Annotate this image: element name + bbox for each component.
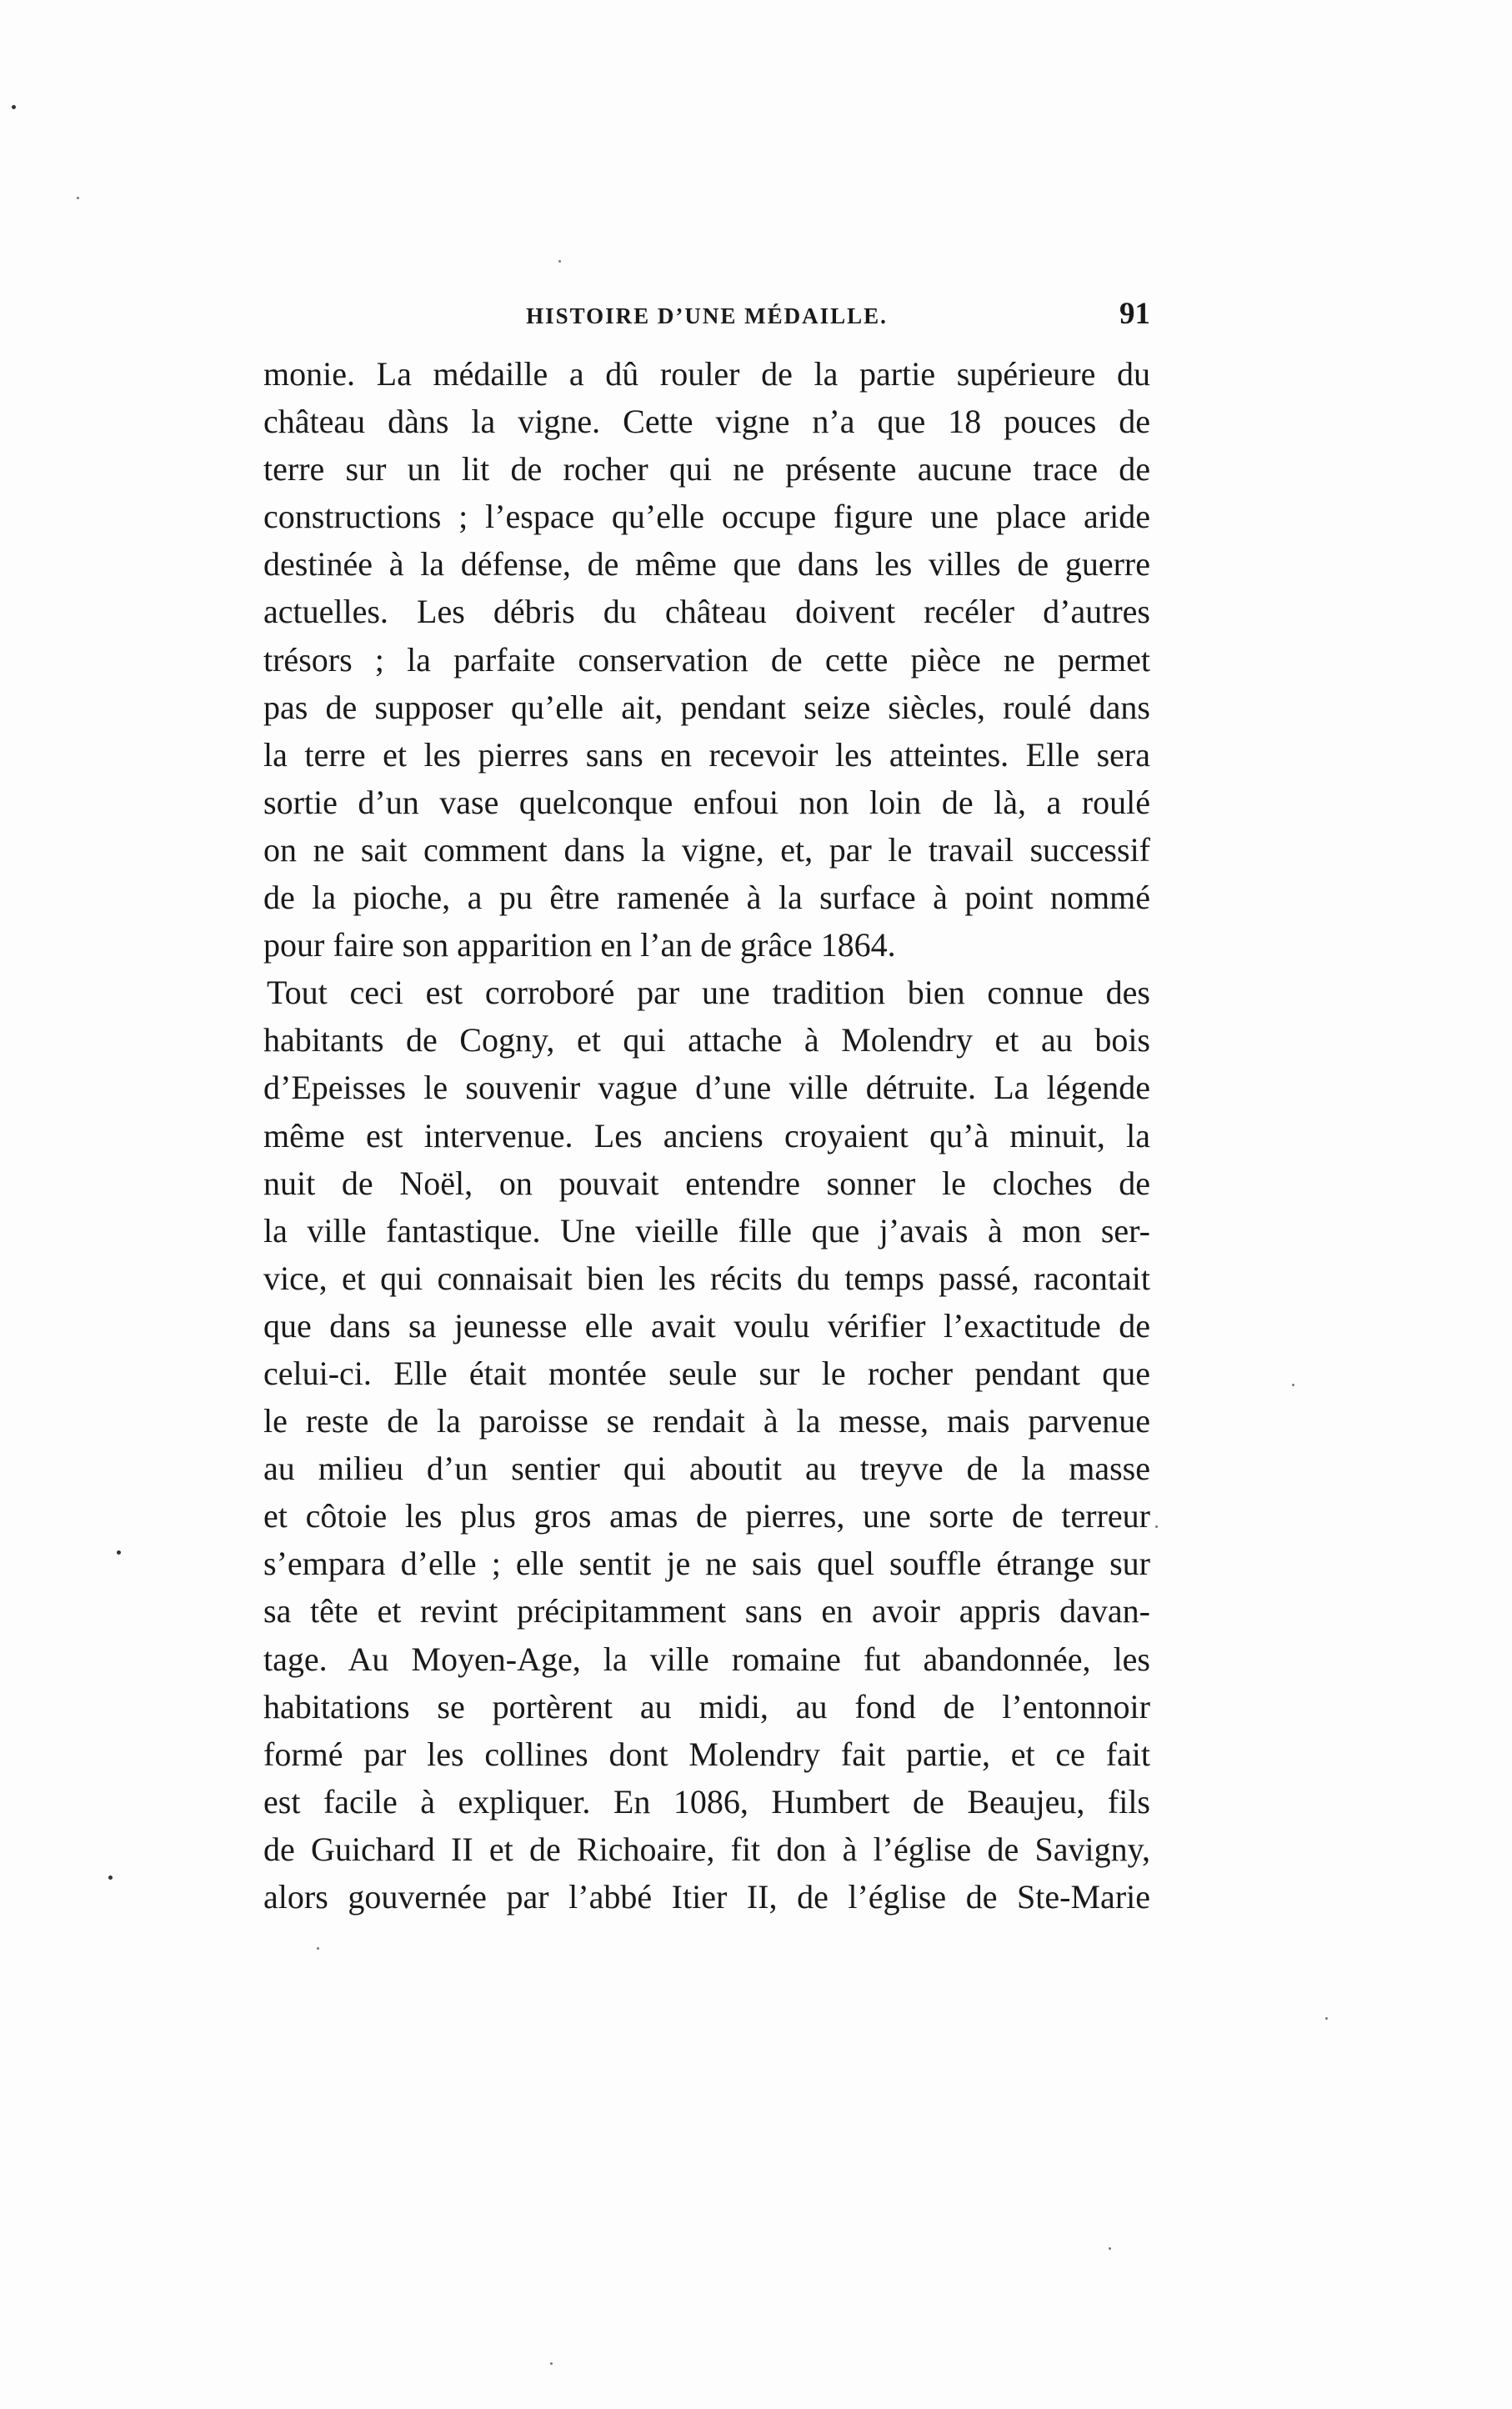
body-text xyxy=(263,350,1150,1921)
text-line: sa tête et revint précipitamment sans en avoir appris davan- xyxy=(263,1592,1150,1630)
text-line: au milieu d’un sentier qui aboutit au treyve de la masse xyxy=(263,1450,1150,1488)
text-line: d’Epeisses le souvenir vague d’une ville détruite. La légende xyxy=(263,1069,1150,1107)
text-line: vice, et qui connaisait bien les récits du temps passé, racontait xyxy=(263,1259,1150,1297)
text-line: s’empara d’elle ; elle sentit je ne sais quel souffle étrange sur xyxy=(263,1545,1150,1583)
paragraph-start-line: Tout ceci est corroboré par une tradition bien connue des xyxy=(267,974,1150,1012)
running-head: HISTOIRE D’UNE MÉDAILLE. xyxy=(526,303,888,328)
text-line: de Guichard II et de Richoaire, fit don à l’église de Savigny, xyxy=(263,1830,1150,1868)
text-line: constructions ; l’espace qu’elle occupe figure une place aride xyxy=(263,498,1150,536)
text-line: la terre et les pierres sans en recevoir les atteintes. Elle sera xyxy=(263,735,1150,774)
text-line: destinée à la défense, de même que dans les villes de guerre xyxy=(263,545,1150,583)
text-line: formé par les collines dont Molendry fait partie, et ce fait xyxy=(263,1735,1150,1773)
text-line: la ville fantastique. Une vieille fille que j’avais à mon ser- xyxy=(263,1211,1150,1250)
text-line: habitants de Cogny, et qui attache à Molendry et au bois xyxy=(263,1021,1150,1059)
scan-speck xyxy=(108,1876,113,1880)
scan-speck xyxy=(550,2362,553,2365)
scan-speck xyxy=(117,1550,121,1555)
paragraph-end-line: pour faire son apparition en l’an de grâce 1864. xyxy=(263,926,896,964)
scan-speck xyxy=(12,105,16,109)
text-line: est facile à expliquer. En 1086, Humbert de Beaujeu, fils xyxy=(263,1782,1150,1821)
text-line: et côtoie les plus gros amas de pierres, une sorte de terreur xyxy=(263,1497,1150,1535)
scan-speck xyxy=(317,1947,319,1950)
text-line: alors gouvernée par l’abbé Itier II, de l’église de Ste-Marie xyxy=(263,1878,1150,1916)
text-line: monie. La médaille a dû rouler de la partie supérieure du xyxy=(263,355,1150,393)
text-line: on ne sait comment dans la vigne, et, par le travail successif xyxy=(263,830,1150,869)
page-number: 91 xyxy=(1119,297,1150,331)
text-line: trésors ; la parfaite conservation de cette pièce ne permet xyxy=(263,640,1150,679)
scan-speck xyxy=(77,197,79,199)
text-line: que dans sa jeunesse elle avait voulu vérifier l’exactitude de xyxy=(263,1306,1150,1345)
text-line: habitations se portèrent au midi, au fond de l’entonnoir xyxy=(263,1687,1150,1725)
scan-speck xyxy=(1155,1525,1158,1528)
scan-speck xyxy=(1325,2017,1328,2020)
text-line: celui-ci. Elle était montée seule sur le rocher pendant que xyxy=(263,1354,1150,1392)
page-header xyxy=(263,297,1150,335)
text-line: terre sur un lit de rocher qui ne présente aucune trace de xyxy=(263,450,1150,488)
scan-speck xyxy=(1292,1384,1294,1386)
text-line: même est intervenue. Les anciens croyaient qu’à minuit, la xyxy=(263,1116,1150,1154)
scan-speck xyxy=(1109,2247,1111,2250)
scan-speck xyxy=(558,260,561,263)
text-line: pas de supposer qu’elle ait, pendant seize siècles, roulé dans xyxy=(263,688,1150,726)
text-line: le reste de la paroisse se rendait à la messe, mais parvenue xyxy=(263,1402,1150,1440)
text-line: actuelles. Les débris du château doivent recéler d’autres xyxy=(263,593,1150,631)
text-line: sortie d’un vase quelconque enfoui non loin de là, a roulé xyxy=(263,783,1150,821)
text-line: de la pioche, a pu être ramenée à la surface à point nommé xyxy=(263,879,1150,917)
text-line: tage. Au Moyen-Age, la ville romaine fut abandonnée, les xyxy=(263,1640,1150,1678)
text-line: nuit de Noël, on pouvait entendre sonner le cloches de xyxy=(263,1164,1150,1202)
text-line: château dàns la vigne. Cette vigne n’a que 18 pouces de xyxy=(263,403,1150,441)
